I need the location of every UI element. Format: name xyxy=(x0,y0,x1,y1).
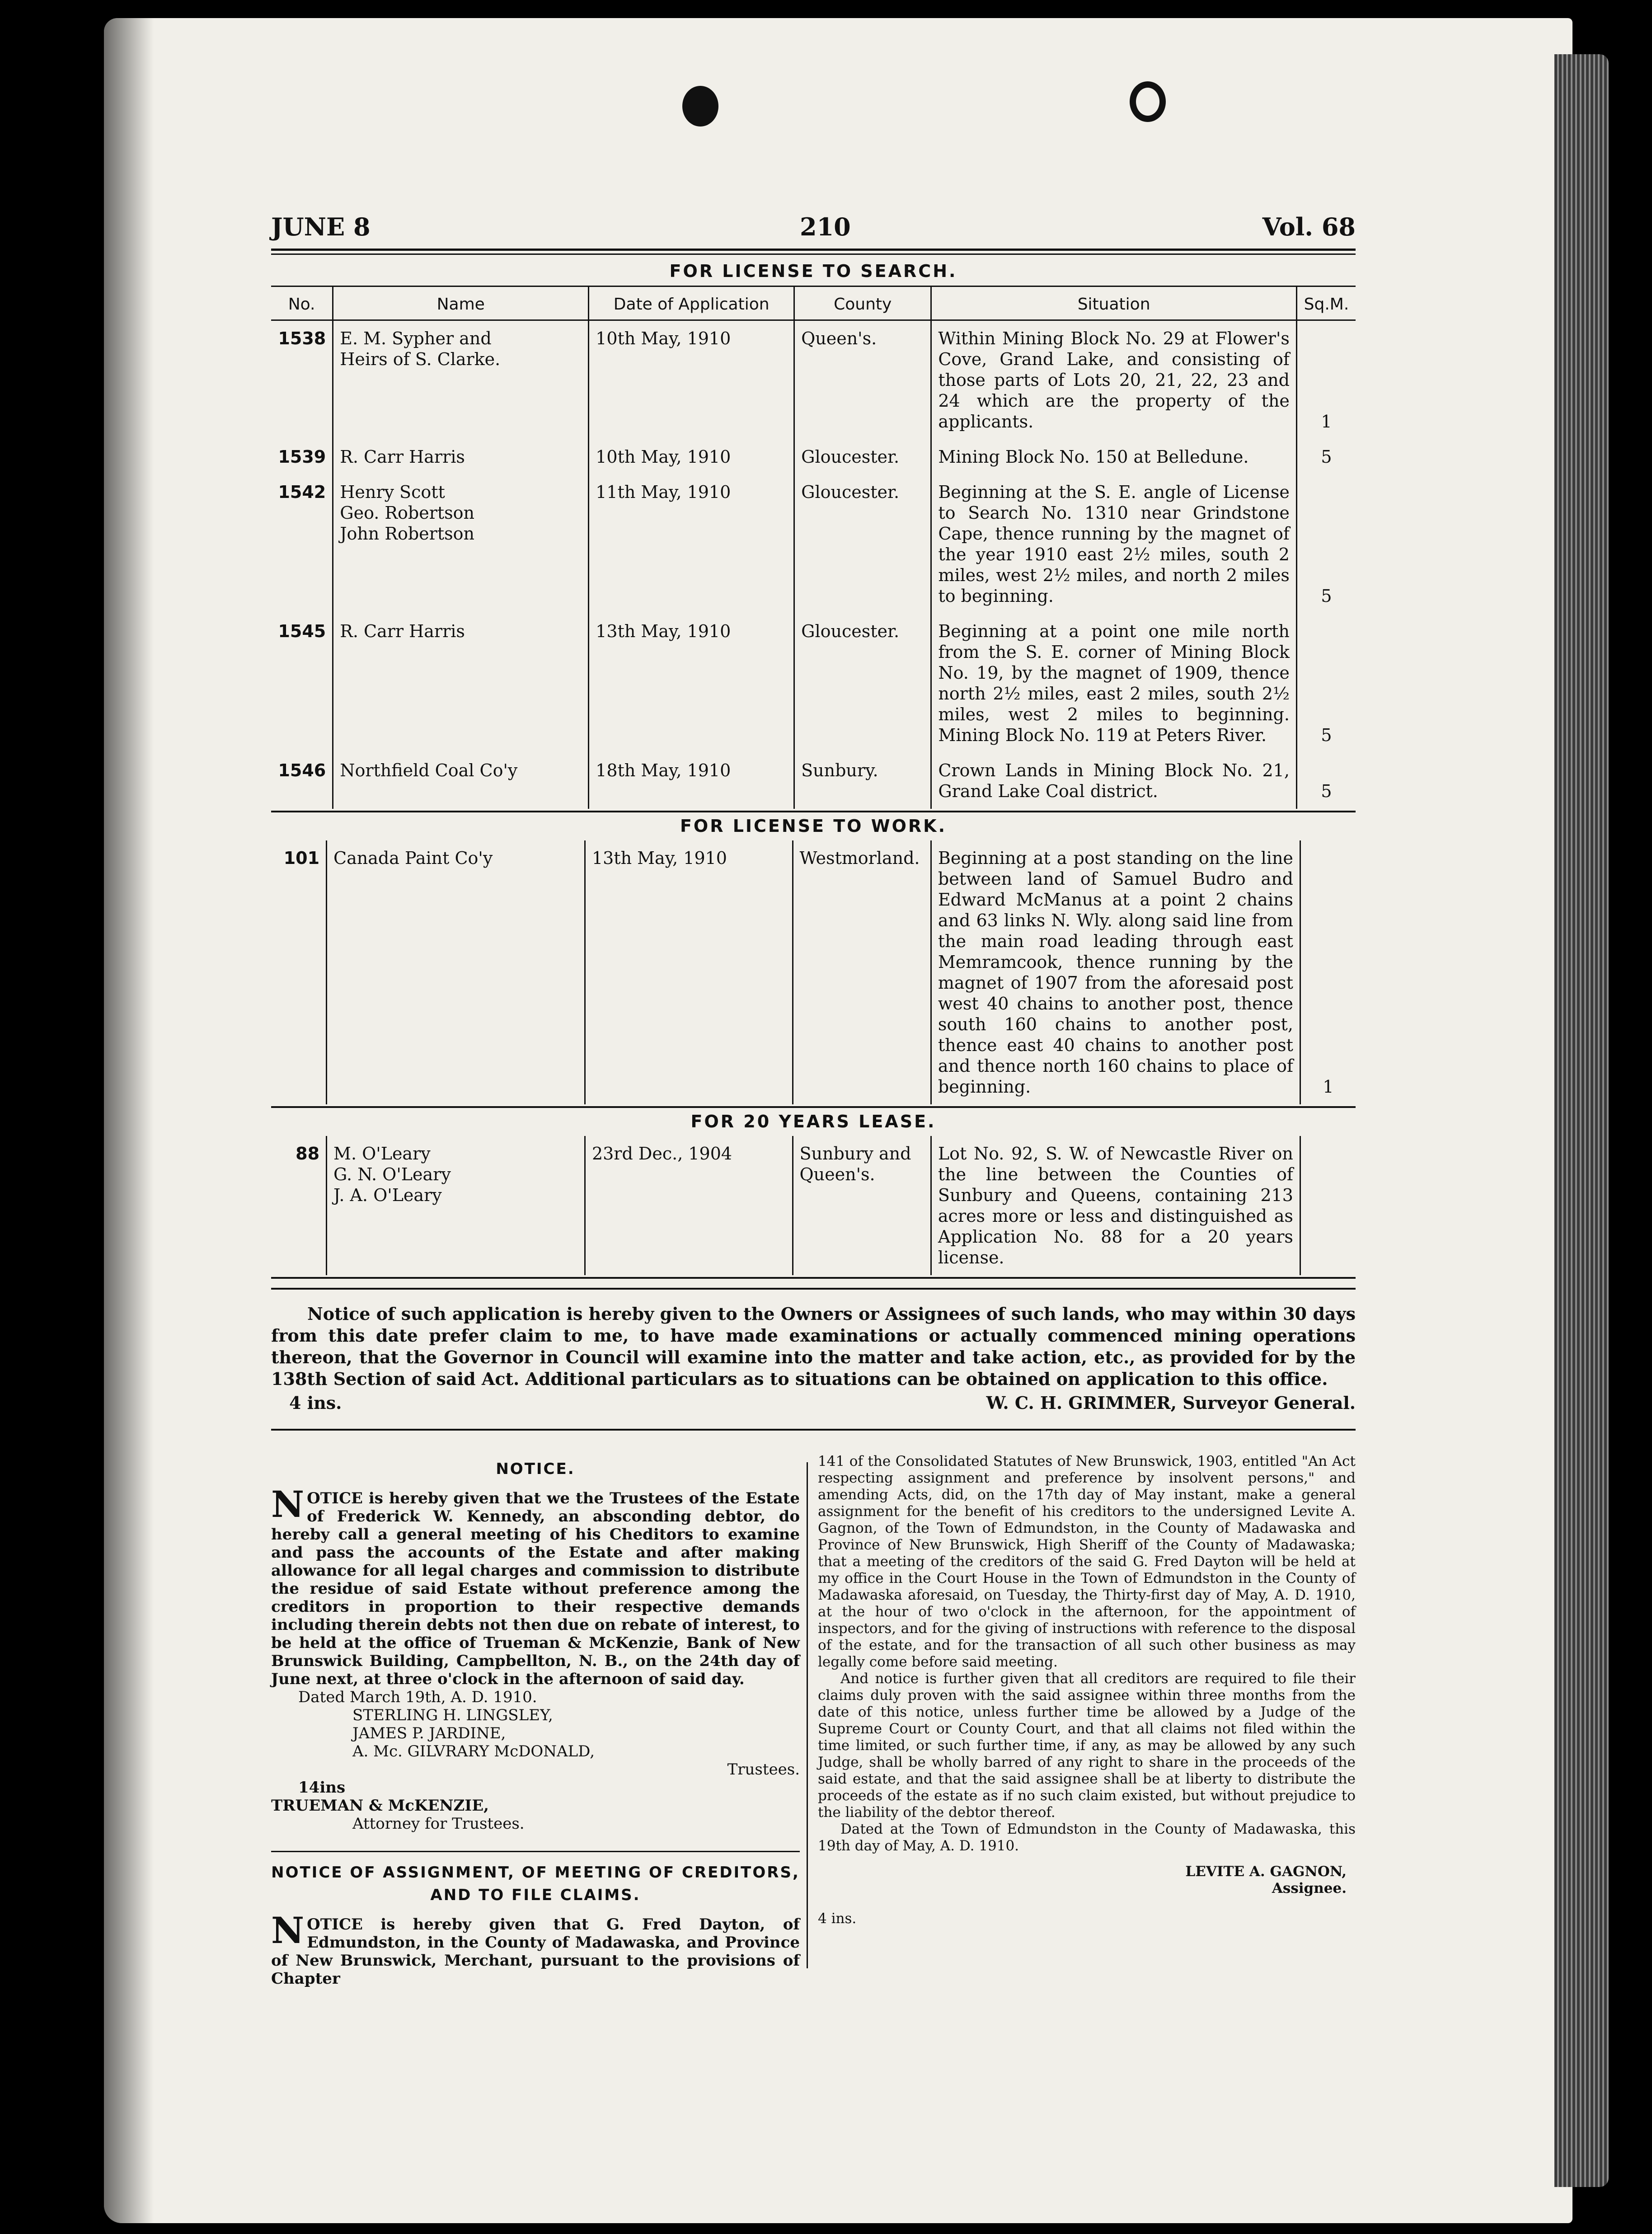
section-title: FOR LICENSE TO WORK. xyxy=(680,816,947,836)
notice2-para2: And notice is further given that all creditors are required to file their claims duly proven with the said assignee within three months from the date of this notice, unless further time be allowed by a Judge of the Supreme Court or County Court, and that all claims not filed within the time limited, or such further time, if any, as may be allowed by any such Judge, shall be wholly barred of any right to share in the proceeds of the said estate, and that the said assignee shall be at liberty to distribute the proceeds of the estate as if no such claim existed, but without prejudice to the liability of the debtor thereof. xyxy=(818,1671,1356,1821)
cell-date: 13th May, 1910 xyxy=(585,840,793,1104)
cell-county: Westmorland. xyxy=(793,840,931,1104)
notice2-title-line2: AND TO FILE CLAIMS. xyxy=(430,1886,641,1904)
notice1-dated: Dated March 19th, A. D. 1910. xyxy=(298,1688,537,1706)
cell-name xyxy=(333,439,589,474)
application-sections xyxy=(271,258,1356,1279)
main-notice-text: Notice of such application is hereby given to the Owners or Assignees of such lands, who may within 30 days from this date prefer claim to me, to have made examinations or actually commenced mining operations thereon, that the Governor in Council will examine into the matter and take action, etc., as provided for by the 138th Section of said Act. Additional particulars as to situations can be obtained on application to this office. xyxy=(271,1304,1356,1389)
cell-situation: Crown Lands in Mining Block No. 21, Grand Lake Coal district. xyxy=(931,753,1297,809)
cell-sqm: 5 xyxy=(1296,474,1356,614)
table-row xyxy=(271,753,1356,809)
column-header-county: County xyxy=(794,286,931,320)
cell-situation: Within Mining Block No. 29 at Flower's Cove, Grand Lake, and consisting of those parts of Lots 20, 21, 22, 23 and 24 which are the property of the applicants. xyxy=(931,320,1297,440)
table-row xyxy=(271,439,1356,474)
column-header-date: Date of Application xyxy=(589,286,794,320)
cell-number: 101 xyxy=(283,848,320,868)
main-notice-ins: 4 ins. xyxy=(289,1393,342,1413)
table-row xyxy=(271,1136,1356,1275)
column-header-sqm: Sq.M. xyxy=(1296,286,1356,320)
name-line: Canada Paint Co'y xyxy=(333,848,493,868)
notice1-signer-1: STERLING H. LINGSLEY, xyxy=(352,1706,553,1724)
name-line: R. Carr Harris xyxy=(340,447,465,467)
binding-shadow xyxy=(104,18,154,2223)
issue-date: JUNE 8 xyxy=(271,212,371,241)
cell-number: 1545 xyxy=(278,621,326,641)
binder-hole-left xyxy=(682,86,718,127)
cell-name xyxy=(333,614,589,753)
cell-sqm: 1 xyxy=(1296,320,1356,440)
cell-date: 13th May, 1910 xyxy=(589,614,794,753)
column-header-no: No. xyxy=(288,295,315,314)
cell-sqm: 1 xyxy=(1300,840,1356,1104)
name-line: Geo. Robertson xyxy=(340,503,475,523)
cell-name xyxy=(327,1136,585,1275)
notice1-dropcap: N xyxy=(271,1483,305,1525)
column-divider xyxy=(807,1462,808,1968)
notice1-body-wrap xyxy=(271,1483,800,1688)
cell-county: Gloucester. xyxy=(794,474,931,614)
cell-county: Gloucester. xyxy=(794,439,931,474)
notice2-body: OTICE is hereby given that G. Fred Dayton, of Edmundston, in the County of Madawaska, and Province of New Brunswick, Merchant, pursuant to the provisions of Chapter xyxy=(271,1915,800,1988)
notice2-dated: Dated at the Town of Edmundston in the County of Madawaska, this 19th day of May, A. D. 1910. xyxy=(818,1821,1356,1854)
cell-name xyxy=(333,753,589,809)
cell-sqm xyxy=(1300,1136,1356,1275)
notice2-dropcap: N xyxy=(271,1909,305,1952)
cell-date: 10th May, 1910 xyxy=(589,320,794,440)
cell-sqm: 5 xyxy=(1296,753,1356,809)
binder-hole-right xyxy=(1130,81,1166,122)
document-content xyxy=(271,212,1356,1995)
page-header xyxy=(271,212,1356,249)
section-title: FOR LICENSE TO SEARCH. xyxy=(669,261,957,281)
name-line: M. O'Leary xyxy=(333,1144,431,1164)
notice1-title: NOTICE. xyxy=(496,1460,575,1478)
notice1-signer-2: JAMES P. JARDINE, xyxy=(352,1724,506,1742)
volume-number: Vol. 68 xyxy=(1262,212,1356,241)
cell-date: 11th May, 1910 xyxy=(589,474,794,614)
name-line: Heirs of S. Clarke. xyxy=(340,349,501,369)
cell-county: Sunbury. xyxy=(794,753,931,809)
cell-number: 1539 xyxy=(278,447,326,467)
section-rule xyxy=(271,1277,1356,1279)
cell-sqm: 5 xyxy=(1296,614,1356,753)
name-line: G. N. O'Leary xyxy=(333,1164,451,1184)
cell-number: 1542 xyxy=(278,482,326,502)
header-rule xyxy=(271,249,1356,255)
cell-name xyxy=(333,320,589,440)
cell-name xyxy=(327,840,585,1104)
cell-situation: Lot No. 92, S. W. of Newcastle River on the line between the Counties of Sunbury and Queens, containing 213 acres more or less and distinguished as Application No. 88 for a 20 years license. xyxy=(931,1136,1300,1275)
page-number: 210 xyxy=(800,212,851,241)
right-column xyxy=(818,1453,1356,1927)
name-line: John Robertson xyxy=(340,524,474,544)
table-row xyxy=(271,474,1356,614)
notice1-body: OTICE is hereby given that we the Trustees of the Estate of Frederick W. Kennedy, an absconding debtor, do hereby call a general meeting of his Cheditors to examine and pass the accounts of the Estate and after making allowance for all legal charges and commission to distribute the residue of said Estate without preference among the creditors in proportion to their respective demands including therein debts not then due on rebate of interest, to be held at the office of Trueman & McKenzie, Bank of New Brunswick Building, Campbellton, N. B., on the 24th day of June next, at three o'clock in the afternoon of said day. xyxy=(271,1489,800,1688)
cell-number: 1546 xyxy=(278,760,326,780)
cell-date: 18th May, 1910 xyxy=(589,753,794,809)
notice2-continued: 141 of the Consolidated Statutes of New Brunswick, 1903, entitled "An Act respecting assignment and preference by insolvent persons," and amending Acts, did, on the 17th day of May instant, make a general assignment for the benefit of his creditors to the undersigned Levite A. Gagnon, of the Town of Edmundston, in the County of Madawaska and Province of New Brunswick, High Sheriff of the County of Madawaska; that a meeting of the creditors of the said G. Fred Dayton will be held at my office in the Court House in the Town of Edmundston in the County of Madawaska aforesaid, on Tuesday, the Thirty-first day of May, A. D. 1910, at the hour of two o'clock in the afternoon, for the appointment of inspectors, and for the giving of instructions with reference to the disposal of the estate, and for the transaction of all such other business as may legally come before said meeting. xyxy=(818,1453,1356,1670)
notice2-title-line1: NOTICE OF ASSIGNMENT, OF MEETING OF CREDITORS, xyxy=(271,1863,800,1882)
applications-table xyxy=(271,1136,1356,1275)
notice1-ins: 14ins xyxy=(298,1779,346,1797)
cell-date: 23rd Dec., 1904 xyxy=(585,1136,793,1275)
cell-situation: Beginning at the S. E. angle of License to Search No. 1310 near Grindstone Cape, thence running by the magnet of the year 1910 east 2½ miles, south 2 miles, west 2½ miles, and north 2 miles to beginning. xyxy=(931,474,1297,614)
column-header-situation: Situation xyxy=(931,286,1297,320)
cell-number: 1538 xyxy=(278,329,326,348)
applications-table xyxy=(271,286,1356,809)
cell-sqm: 5 xyxy=(1296,439,1356,474)
name-line: Northfield Coal Co'y xyxy=(340,760,518,780)
table-row xyxy=(271,840,1356,1104)
section-title: FOR 20 YEARS LEASE. xyxy=(690,1112,936,1131)
notice1-attorney-role: Attorney for Trustees. xyxy=(352,1815,525,1833)
cell-county: Sunbury and Queen's. xyxy=(793,1136,931,1275)
main-notice-signature: W. C. H. GRIMMER, Surveyor General. xyxy=(986,1393,1356,1413)
cell-situation: Mining Block No. 150 at Belledune. xyxy=(931,439,1297,474)
notice1-signer-3: A. Mc. GILVRARY McDONALD, xyxy=(352,1742,595,1760)
notice-columns xyxy=(271,1453,1356,1995)
notice-rule xyxy=(271,1288,1356,1290)
left-column xyxy=(271,1453,800,1988)
cell-situation: Beginning at a point one mile north from the S. E. corner of Mining Block No. 19, by the magnet of 1909, thence north 2½ miles, east 2 miles, south 2½ miles, west 2 miles to beginning. Mining Block No. 119 at Peters River. xyxy=(931,614,1297,753)
notice2-role: Assignee. xyxy=(1272,1880,1347,1896)
notice2-rule xyxy=(271,1851,800,1852)
notice2-body-wrap xyxy=(271,1909,800,1988)
name-line: R. Carr Harris xyxy=(340,621,465,641)
notice2-signer: LEVITE A. GAGNON, xyxy=(1185,1863,1347,1880)
cell-situation: Beginning at a post standing on the line between land of Samuel Budro and Edward McManus at a point 2 chains and 63 links N. Wly. along said line from the main road leading through east Memramcook, thence running by the magnet of 1907 from the aforesaid post west 40 chains to another post, thence south 160 chains to another post, thence east 40 chains to another post and thence north 160 chains to place of beginning. xyxy=(931,840,1300,1104)
main-notice-footer xyxy=(271,1390,1356,1415)
notice1-attorney: TRUEMAN & McKENZIE, xyxy=(271,1797,489,1815)
notice2-title xyxy=(271,1861,800,1906)
cell-number: 88 xyxy=(296,1144,320,1164)
cell-name xyxy=(333,474,589,614)
page-stack-edge xyxy=(1554,54,1609,2187)
cell-county: Gloucester. xyxy=(794,614,931,753)
name-line: E. M. Sypher and xyxy=(340,329,492,348)
notice2-ins: 4 ins. xyxy=(818,1910,857,1927)
applications-table xyxy=(271,840,1356,1104)
table-row xyxy=(271,320,1356,440)
table-row xyxy=(271,614,1356,753)
name-line: Henry Scott xyxy=(340,482,445,502)
name-line: J. A. O'Leary xyxy=(333,1185,442,1205)
cell-date: 10th May, 1910 xyxy=(589,439,794,474)
cell-county: Queen's. xyxy=(794,320,931,440)
column-header-name: Name xyxy=(333,286,589,320)
columns-rule xyxy=(271,1429,1356,1431)
notice1-trustees: Trustees. xyxy=(727,1760,800,1779)
